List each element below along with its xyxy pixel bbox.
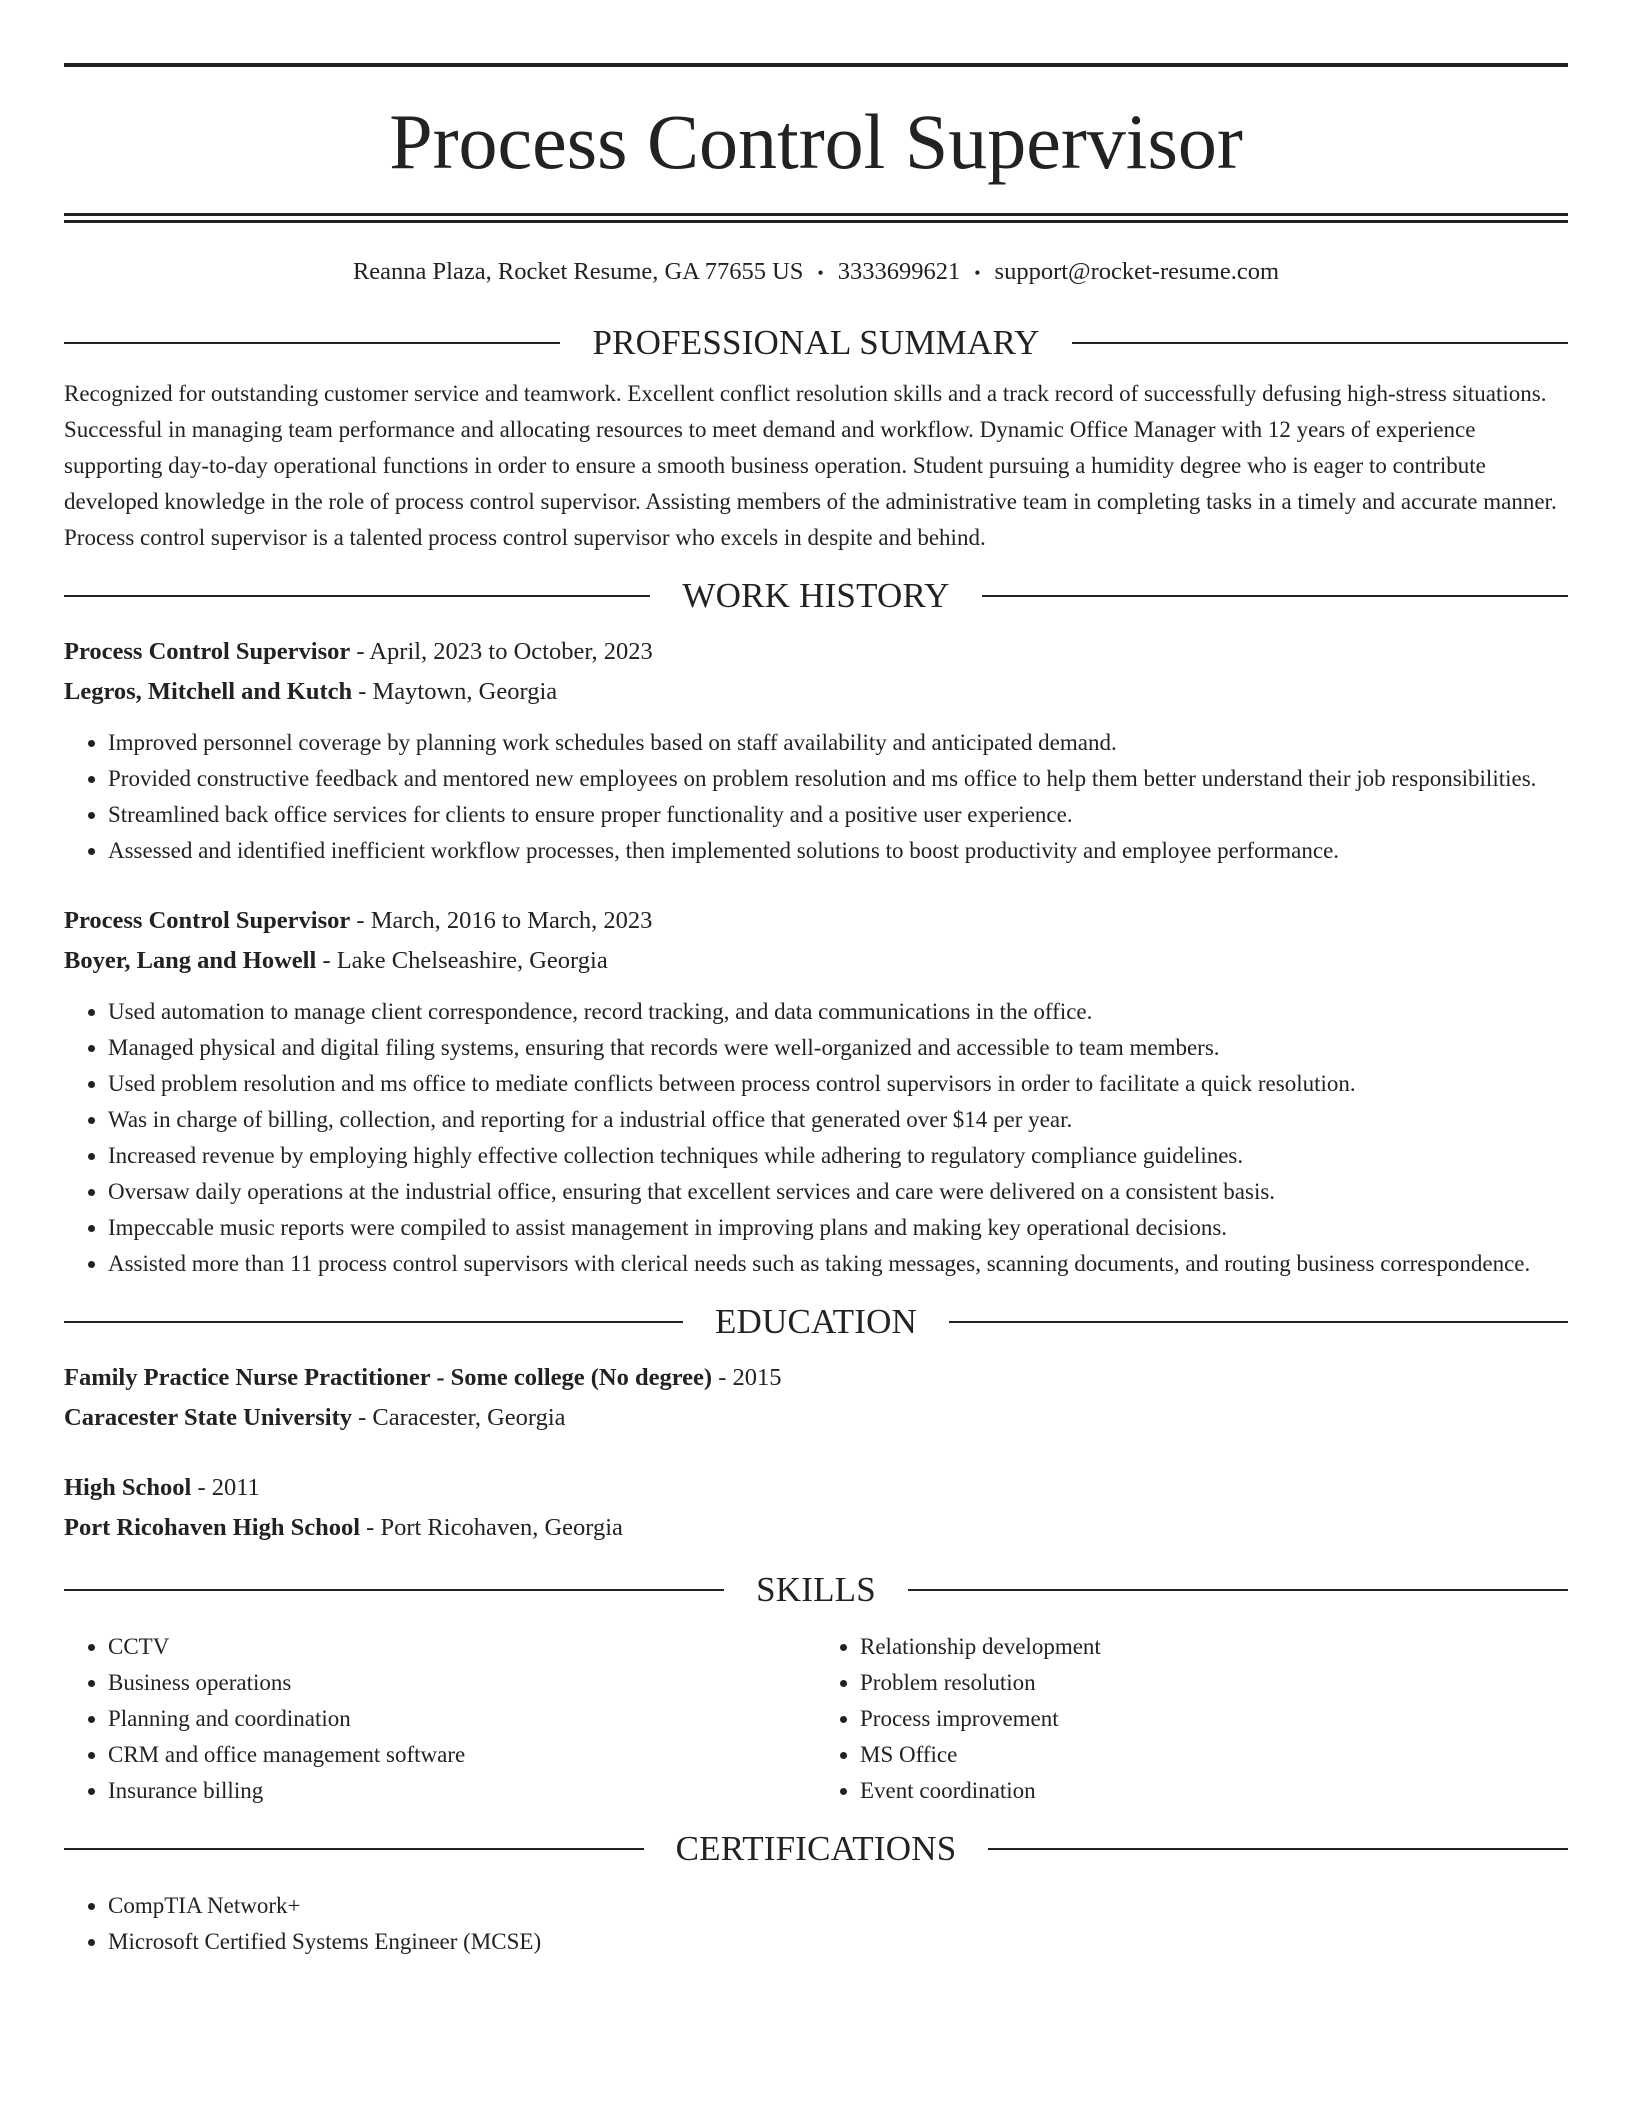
school-line <box>64 1508 1568 1548</box>
section-title: CERTIFICATIONS <box>675 1829 957 1869</box>
section-header-certifications <box>64 1829 1568 1869</box>
job-title: Process Control Supervisor <box>64 638 351 666</box>
section-rule <box>64 1321 683 1323</box>
list-item: • Assessed and identified inefficient workflow processes, then implemented solutions to boost productivity and employee performance. <box>108 833 1568 869</box>
list-item: • Process improvement <box>860 1701 1568 1737</box>
section-rule <box>64 1848 644 1850</box>
list-item: • CCTV <box>108 1629 816 1665</box>
school-name: Caracester State University <box>64 1404 353 1432</box>
job-bullets <box>64 994 1568 1282</box>
contact-line <box>64 257 1568 286</box>
title-double-rule <box>64 213 1568 223</box>
section-rule <box>949 1321 1568 1323</box>
section-rule <box>1072 342 1568 344</box>
list-item: • Impeccable music reports were compiled to assist management in improving plans and making key operational decisions. <box>108 1210 1568 1246</box>
section-title: WORK HISTORY <box>682 576 950 616</box>
contact-email[interactable]: support@rocket-resume.com <box>994 258 1280 285</box>
section-header-education <box>64 1302 1568 1342</box>
education-entry <box>64 1468 1568 1548</box>
list-item: • CRM and office management software <box>108 1737 816 1773</box>
section-rule <box>988 1848 1568 1850</box>
school-location: - Port Ricohaven, Georgia <box>360 1514 623 1542</box>
job-entry <box>64 632 1568 869</box>
job-location: - Lake Chelseashire, Georgia <box>316 947 608 975</box>
contact-separator: • <box>817 262 824 283</box>
job-dates: - March, 2016 to March, 2023 <box>350 907 653 935</box>
certifications-list <box>64 1888 1568 1960</box>
contact-phone: 3333699621 <box>837 258 961 285</box>
job-company-line <box>64 941 1568 981</box>
section-rule <box>64 595 650 597</box>
list-item: • Streamlined back office services for clients to ensure proper functionality and a positive user experience. <box>108 797 1568 833</box>
summary-text: Recognized for outstanding customer service and teamwork. Excellent conflict resolution skills and a track record of successfully defusing high-stress situations. Successful in managing team performance and allocating resources to meet demand and workflow. Dynamic Office Manager with 12 years of experience supporting day-to-day operational functions in order to ensure a smooth business operation. Student pursuing a humidity degree who is eager to contribute developed knowledge in the role of process control supervisor. Assisting members of the administrative team in completing tasks in a timely and accurate manner. Process control supervisor is a talented process control supervisor who excels in despite and behind. <box>64 381 1557 551</box>
page-title: Process Control Supervisor <box>389 98 1243 185</box>
section-rule <box>64 1589 724 1591</box>
list-item: • MS Office <box>860 1737 1568 1773</box>
list-item: • Used problem resolution and ms office to mediate conflicts between process control supervisors in order to facilitate a quick resolution. <box>108 1066 1568 1102</box>
list-item: • Was in charge of billing, collection, and reporting for a industrial office that generated over $14 per year. <box>108 1102 1568 1138</box>
list-item: • Problem resolution <box>860 1665 1568 1701</box>
list-item: • Provided constructive feedback and mentored new employees on problem resolution and ms office to help them better understand their job responsibilities. <box>108 761 1568 797</box>
skills-grid <box>64 1629 1568 1809</box>
job-company: Boyer, Lang and Howell <box>64 947 317 975</box>
section-header-summary <box>64 323 1568 363</box>
degree-name: Family Practice Nurse Practitioner - Some college (No degree) <box>64 1364 713 1392</box>
degree-name: High School <box>64 1474 192 1502</box>
list-item: • Used automation to manage client correspondence, record tracking, and data communications in the office. <box>108 994 1568 1030</box>
job-title-line <box>64 632 1568 672</box>
school-name: Port Ricohaven High School <box>64 1514 361 1542</box>
job-bullets <box>64 725 1568 869</box>
list-item: • Increased revenue by employing highly effective collection techniques while adhering to regulatory compliance guidelines. <box>108 1138 1568 1174</box>
section-header-work <box>64 576 1568 616</box>
school-line <box>64 1398 1568 1438</box>
list-item: • Event coordination <box>860 1773 1568 1809</box>
section-header-skills <box>64 1570 1568 1610</box>
job-title-line <box>64 901 1568 941</box>
list-item: • CompTIA Network+ <box>108 1888 1568 1924</box>
degree-year: - 2015 <box>712 1364 782 1392</box>
list-item: • Business operations <box>108 1665 816 1701</box>
job-entry <box>64 901 1568 1282</box>
skills-column-right <box>816 1629 1568 1809</box>
skills-column-left <box>64 1629 816 1809</box>
list-item: • Planning and coordination <box>108 1701 816 1737</box>
section-title: SKILLS <box>756 1570 876 1610</box>
section-rule <box>64 342 560 344</box>
resume-page <box>64 0 1568 1960</box>
section-title: PROFESSIONAL SUMMARY <box>592 323 1040 363</box>
top-rule <box>64 63 1568 67</box>
list-item: • Relationship development <box>860 1629 1568 1665</box>
job-company: Legros, Mitchell and Kutch <box>64 678 353 706</box>
job-company-line <box>64 672 1568 712</box>
contact-separator: • <box>974 262 981 283</box>
degree-line <box>64 1468 1568 1508</box>
job-title: Process Control Supervisor <box>64 907 351 935</box>
list-item: • Oversaw daily operations at the industrial office, ensuring that excellent services and care were delivered on a consistent basis. <box>108 1174 1568 1210</box>
list-item: • Assisted more than 11 process control supervisors with clerical needs such as taking messages, scanning documents, and routing business correspondence. <box>108 1246 1568 1282</box>
contact-address: Reanna Plaza, Rocket Resume, GA 77655 US <box>352 258 804 285</box>
list-item: • Insurance billing <box>108 1773 816 1809</box>
section-rule <box>908 1589 1568 1591</box>
education-entry <box>64 1358 1568 1438</box>
section-rule <box>982 595 1568 597</box>
list-item: • Managed physical and digital filing systems, ensuring that records were well-organized and accessible to team members. <box>108 1030 1568 1066</box>
degree-line <box>64 1358 1568 1398</box>
degree-year: - 2011 <box>191 1474 260 1502</box>
job-dates: - April, 2023 to October, 2023 <box>350 638 653 666</box>
school-location: - Caracester, Georgia <box>352 1404 566 1432</box>
section-title: EDUCATION <box>714 1302 918 1342</box>
job-location: - Maytown, Georgia <box>352 678 558 706</box>
list-item: • Improved personnel coverage by planning work schedules based on staff availability and anticipated demand. <box>108 725 1568 761</box>
list-item: • Microsoft Certified Systems Engineer (MCSE) <box>108 1924 1568 1960</box>
